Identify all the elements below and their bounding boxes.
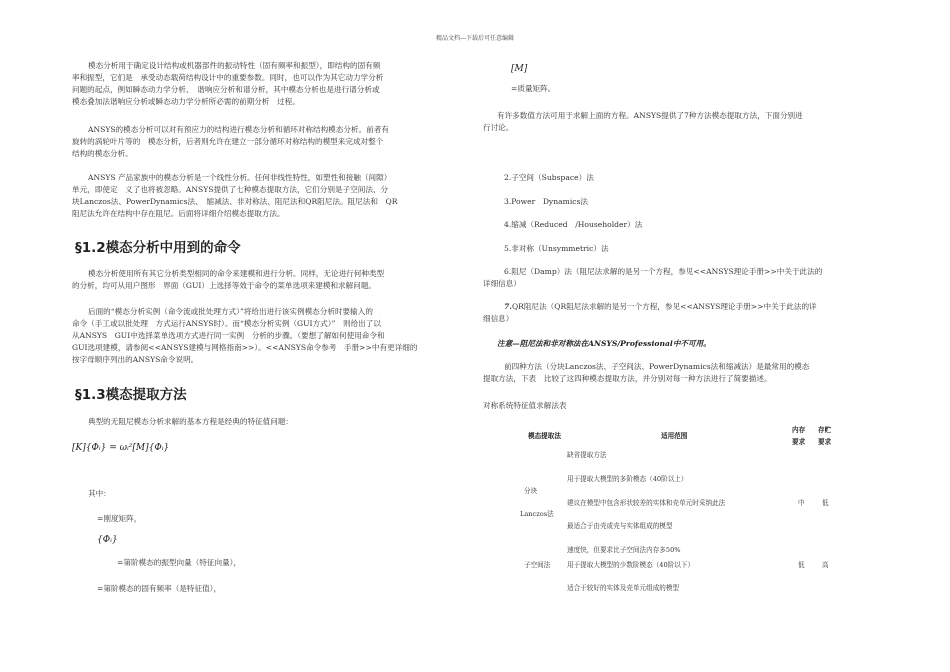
text-line: 6.阻尼（Damp）法（阻尼法求解的是另一个方程，参见<<ANSYS理论手册>>中关于此法的 (504, 267, 823, 276)
frequency-definition: =第阶模态的固有频率（是特征值）， (97, 584, 222, 593)
eigenvalue-equation: [K]{Φᵢ} = ωᵢ²[M]{Φᵢ} (72, 443, 170, 453)
text-line: 单元，即使定 义了也将被忽略。ANSYS提供了七种模态提取方法，它们分别是子空间法、分 (72, 185, 389, 194)
paragraph-examples-block (72, 306, 467, 366)
method-unsymmetric: 5.非对称（Unsymmetric）法 (504, 244, 609, 253)
text-line: 提取方法，下表 比较了这四种模态提取方法，并分别对每一种方法进行了简要描述。 (483, 374, 772, 383)
mass-matrix-symbol: [M] (511, 64, 528, 74)
table-header-method: 模态提取法 (528, 432, 561, 440)
text-line: GUI选项建模，请参阅<<ANSYS建模与网格指南>>）。<<ANSYS命令参考 手册>>中有更详细的 (72, 343, 418, 352)
text-line: 细信息） (483, 314, 514, 323)
text-line: 模态分析用于确定设计结构或机器部件的振动特性（固有频率和振型），即结构的固有频 (88, 61, 381, 70)
table-row: 适合于较好的实体及壳单元组成的模型 (567, 584, 680, 592)
text-line: 行讨论。 (483, 123, 514, 132)
section-heading-1-2: §1.2模态分析中用到的命令 (75, 240, 241, 256)
paragraph-linear-block (72, 172, 467, 220)
table-row: 用于提取大模型的少数阶模态（40阶以下） (567, 561, 695, 569)
table-row: 缺省提取方法 (567, 451, 607, 459)
method-power-dynamics: 3.Power Dynamics法 (504, 197, 589, 206)
text-line: 旋转的涡轮叶片等的 模态分析，后者则允许在建立一部分循环对称结构的模型来完成对整个 (72, 137, 384, 146)
method-reduced: 4.缩减（Reduced /Householder）法 (504, 220, 643, 229)
text-line: ANSYS的模态分析可以对有预应力的结构进行模态分析和循环对称结构模态分析。前者有 (88, 125, 389, 134)
table-header-memory-req: 要求 (792, 438, 806, 446)
text-line: 前四种方法（分块Lanczos法、子空间法、PowerDynamics法和缩减法）是最常用的模态 (504, 362, 810, 371)
text-line: 率和振型，它们是 承受动态载荷结构设计中的重要参数。同时，也可以作为其它动力学分析 (72, 73, 384, 82)
table-cell-lanczos-storage: 低 (822, 499, 829, 507)
table-row: 建议在模型中包含形状较差的实体和壳单元时采纳此法 (567, 499, 726, 507)
left-column (72, 60, 467, 108)
text-line: 从ANSYS GUI中选择菜单选项方式进行同一实例 分析的步骤。（要想了解如何使用命令和 (72, 331, 385, 340)
note-damp-unsymmetric: 注意—阻尼法和非对称法在ANSYS/Professional中不可用。 (497, 339, 711, 348)
mode-shape-definition: =第阶模态的振型向量（特征向量）， (117, 558, 242, 567)
paragraph-methods-intro (483, 110, 883, 134)
paragraph-linear (72, 172, 467, 220)
table-header-memory: 内存 (792, 426, 806, 434)
text-line: 模态叠加法谐响应分析或瞬态动力学分析所必需的前期分析 过程。 (72, 97, 300, 106)
text-line: 后面的“模态分析实例（命令流或批处理方式）”将给出进行该实例模态分析时要输入的 (88, 307, 373, 316)
text-line: 模态分析使用所有其它分析类型相同的命令来建模和进行分析。同样，无论进行何种类型 (88, 269, 385, 278)
paragraph-comparison (483, 361, 883, 385)
paragraph-comparison-block (483, 361, 883, 385)
paragraph-methods-intro-block (483, 110, 883, 134)
method-number: 7. (504, 302, 512, 311)
table-title: 对称系统特征值求解法表 (483, 401, 567, 410)
section-heading-1-3: §1.3模态提取方法 (75, 387, 187, 403)
where-label: 其中： (88, 489, 111, 498)
text-line: QR阻尼法（QR阻尼法求解的是另一个方程，参见<<ANSYS理论手册>>中关于此法的详 (511, 302, 817, 311)
table-row: 速度快，但要求比子空间法内存多50% (567, 546, 681, 554)
text-line: 按字母顺序列出的ANSYS命令说明。 (72, 355, 199, 364)
table-cell-lanczos-1: 分块 (524, 487, 538, 495)
paragraph-intro (72, 60, 467, 108)
table-row: 最适合于由壳或壳与实体组成的模型 (567, 522, 673, 530)
method-subspace: 2.子空间（Subspace）法 (504, 173, 594, 182)
paragraph-commands (72, 268, 467, 292)
page-header: 精品文档---下载后可任意编辑 (435, 35, 515, 42)
text-line: 详细信息） (483, 279, 521, 288)
text-line: 块Lanczos法、PowerDynamics法、 缩减法、非对称法、阻尼法和QR阻尼法。阻尼法和 QR (72, 197, 398, 206)
paragraph-eigen-intro: 典型的无阻尼模态分析求解的基本方程是经典的特征值问题： (88, 417, 294, 426)
table-header-scope: 适用范围 (661, 432, 688, 440)
method-qr-damp (483, 301, 883, 325)
method-damp (483, 266, 883, 290)
table-cell-subspace-memory: 低 (798, 561, 805, 569)
eigen-solver-table (520, 422, 845, 592)
paragraph-prestress-block (72, 124, 467, 160)
mass-matrix-definition: =质量矩阵。 (511, 84, 556, 93)
text-line: 命令（手工或以批处理 方式运行ANSYS时）。而“模态分析实例（GUI方式）” 则给出了以 (72, 319, 381, 328)
text-line: 有许多数值方法可用于求解上面的方程。ANSYS提供了7种方法模态提取方法，下面分别进 (497, 111, 803, 120)
table-cell-lanczos-2: Lanczos法 (520, 510, 554, 518)
table-cell-lanczos-memory: 中 (798, 499, 805, 507)
table-cell-subspace-storage: 高 (822, 561, 829, 569)
mode-shape-symbol: {Φᵢ} (97, 535, 118, 545)
table-header-storage-req: 要求 (818, 438, 832, 446)
text-line: 结构的模态分析。 (72, 149, 133, 158)
table-header-storage: 存贮 (818, 426, 832, 434)
table-row: 用于提取大模型的多阶模态（40阶以上） (567, 475, 688, 483)
paragraph-commands-block (72, 268, 467, 292)
text-line: 阻尼法允许在结构中存在阻尼。后面将详细介绍模态提取方法。 (72, 209, 285, 218)
text-line: ANSYS 产品家族中的模态分析是一个线性分析。任何非线性特性，如塑性和接触（间隙） (88, 173, 392, 182)
paragraph-examples (72, 306, 467, 366)
paragraph-prestress (72, 124, 467, 160)
text-line: 的分析，均可从用户图形 界面（GUI）上选择等效于命令的菜单选项来建模和求解问题。 (72, 281, 377, 290)
text-line: 问题的起点，例如瞬态动力学分析、 谐响应分析和谱分析，其中模态分析也是进行谱分析或 (72, 85, 380, 94)
table-cell-subspace: 子空间法 (524, 561, 551, 569)
method-qr-damp-block (483, 301, 883, 325)
method-damp-block (483, 266, 883, 290)
stiffness-definition: =刚度矩阵， (97, 514, 142, 523)
